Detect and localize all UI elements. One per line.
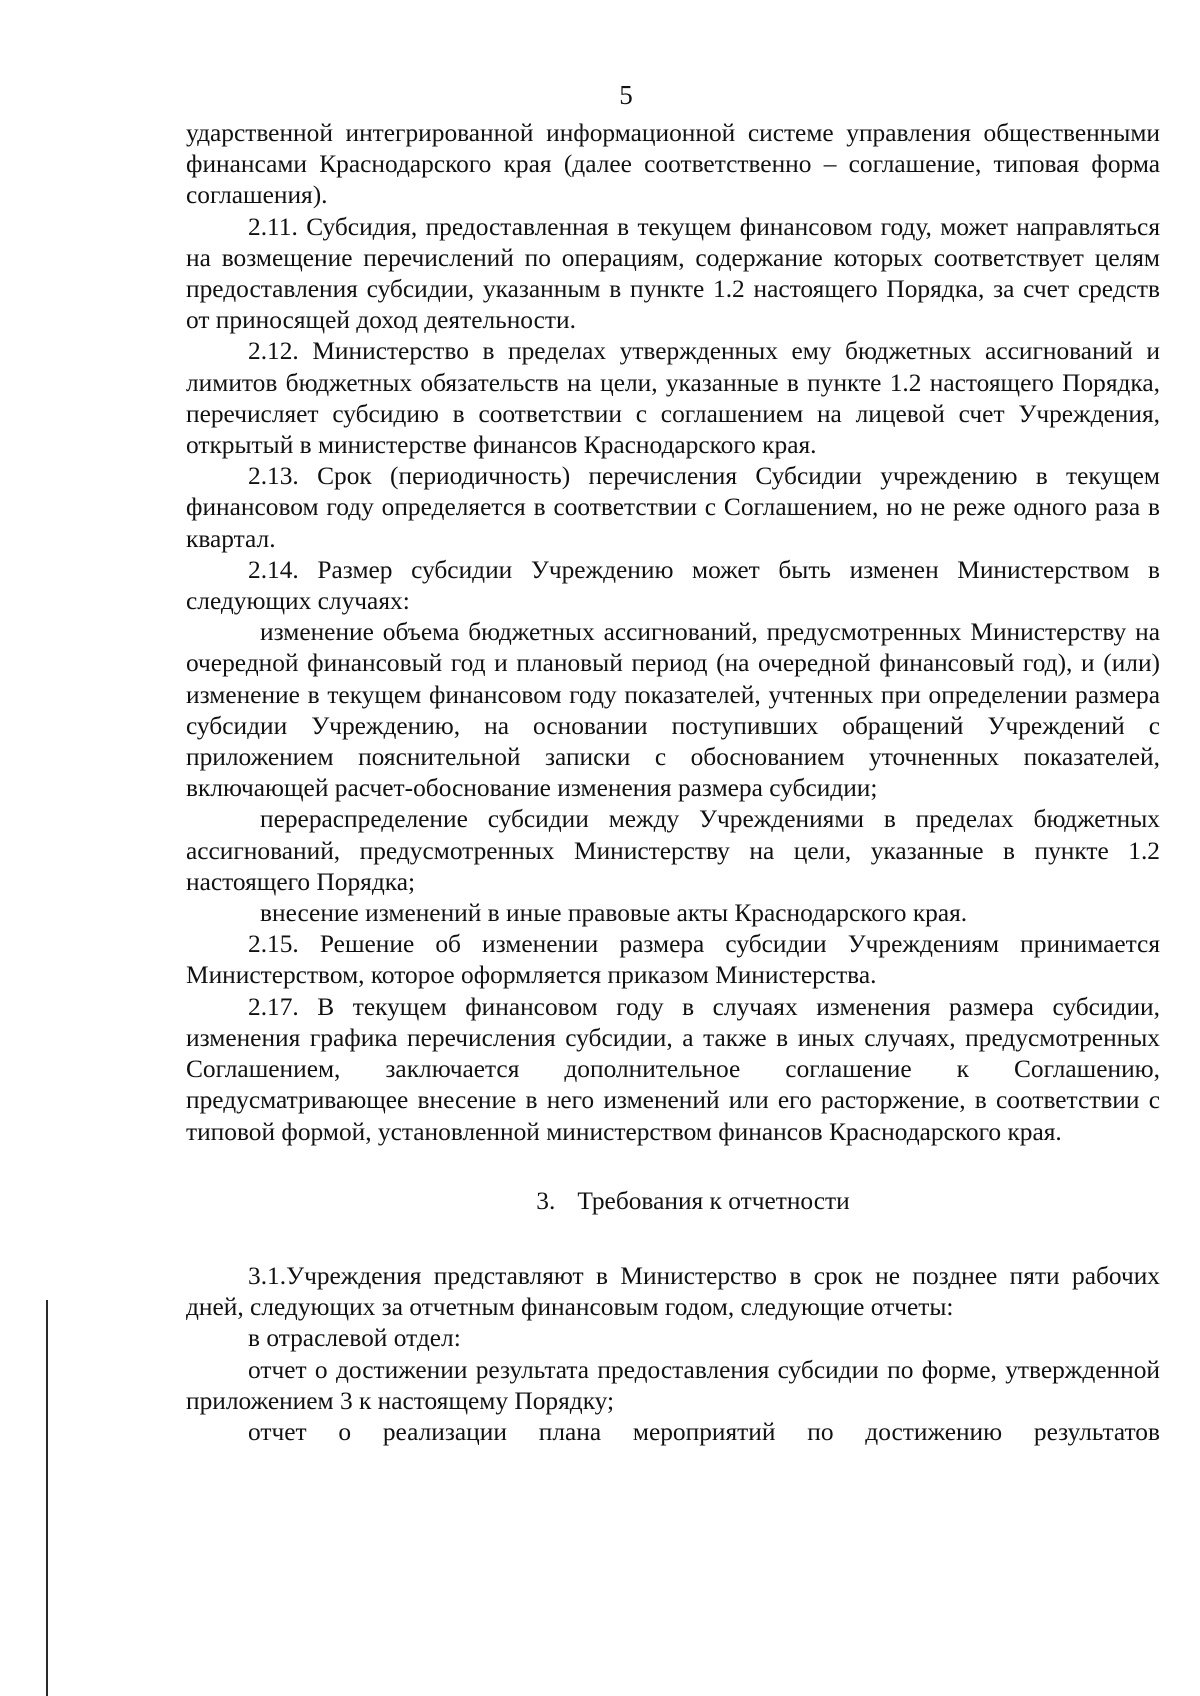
section-title: Требования к отчетности	[577, 1186, 850, 1215]
section-number: 3.	[536, 1186, 556, 1215]
paragraph-2-11: 2.11. Субсидия, предоставленная в текущем финансовом году, может направляться на возмещение перечислений по операциям, содержание которых соответствует целям предоставления субсидии, указанным в пункте 1.2 настоящего Порядка, за счет средств от приносящей доход деятельности.	[186, 212, 1160, 335]
paragraph-2-15: 2.15. Решение об изменении размера субсидии Учреждениям принимается Министерством, которое оформляется приказом Министерства.	[186, 930, 1160, 990]
paragraph-3-1-dept: в отраслевой отдел:	[248, 1324, 461, 1353]
paragraph-2-12: 2.12. Министерство в пределах утвержденных ему бюджетных ассигнований и лимитов бюджетных обязательств на цели, указанные в пункте 1.2 настоящего Порядка, перечисляет субсидию в соответствии с соглашением на лицевой счет Учреждения, открытый в министерстве финансов Краснодарского края.	[186, 337, 1160, 460]
paragraph-3-1-report-2: отчет о реализации плана мероприятий по достижению результатов	[248, 1417, 1160, 1446]
paragraph-2-17: 2.17. В текущем финансовом году в случаях изменения размера субсидии, изменения графика перечисления субсидии, а также в иных случаях, предусмотренных Соглашением, заключается дополнительное соглашение к Соглашению, предусматривающее внесение в него изменений или его расторжение, в соответствии с типовой формой, установленной министерством финансов Краснодарского края.	[186, 992, 1160, 1146]
paragraph-2-13: 2.13. Срок (периодичность) перечисления Субсидии учреждению в текущем финансовом году определяется в соответствии с Соглашением, но не реже одного раза в квартал.	[186, 462, 1160, 553]
paragraph-2-14-case-1: изменение объема бюджетных ассигнований, предусмотренных Министерству на очередной финансовый год и плановый период (на очередной финансовый год), и (или) изменение в текущем финансовом году показателей, учтенных при определении размера субсидии Учреждению, на основании поступивших обращений Учреждений с приложением пояснительной записки с обоснованием уточненных показателей, включающей расчет-обоснование изменения размера субсидии;	[186, 618, 1160, 803]
document-body	[186, 118, 1160, 1448]
page-number: 5	[619, 80, 633, 110]
paragraph-continuation: ударственной интегрированной информационной системе управления общественными финансами Краснодарского края (далее соответственно – соглашение, типовая форма соглашения).	[186, 119, 1160, 210]
paragraph-3-1-report-1: отчет о достижении результата предоставления субсидии по форме, утвержденной приложением 3 к настоящему Порядку;	[186, 1355, 1160, 1415]
section-heading	[186, 1186, 1160, 1217]
scan-edge-line	[46, 1300, 48, 1696]
paragraph-2-14: 2.14. Размер субсидии Учреждению может быть изменен Министерством в следующих случаях:	[186, 555, 1160, 616]
paragraph-3-1: 3.1.Учреждения представляют в Министерство в срок не позднее пяти рабочих дней, следующих за отчетным финансовым годом, следующие отчеты:	[186, 1261, 1160, 1322]
paragraph-2-14-case-3: внесение изменений в иные правовые акты Краснодарского края.	[260, 899, 968, 928]
paragraph-2-14-case-2: перераспределение субсидии между Учреждениями в пределах бюджетных ассигнований, предусмотренных Министерству на цели, указанные в пункте 1.2 настоящего Порядка;	[186, 805, 1160, 896]
